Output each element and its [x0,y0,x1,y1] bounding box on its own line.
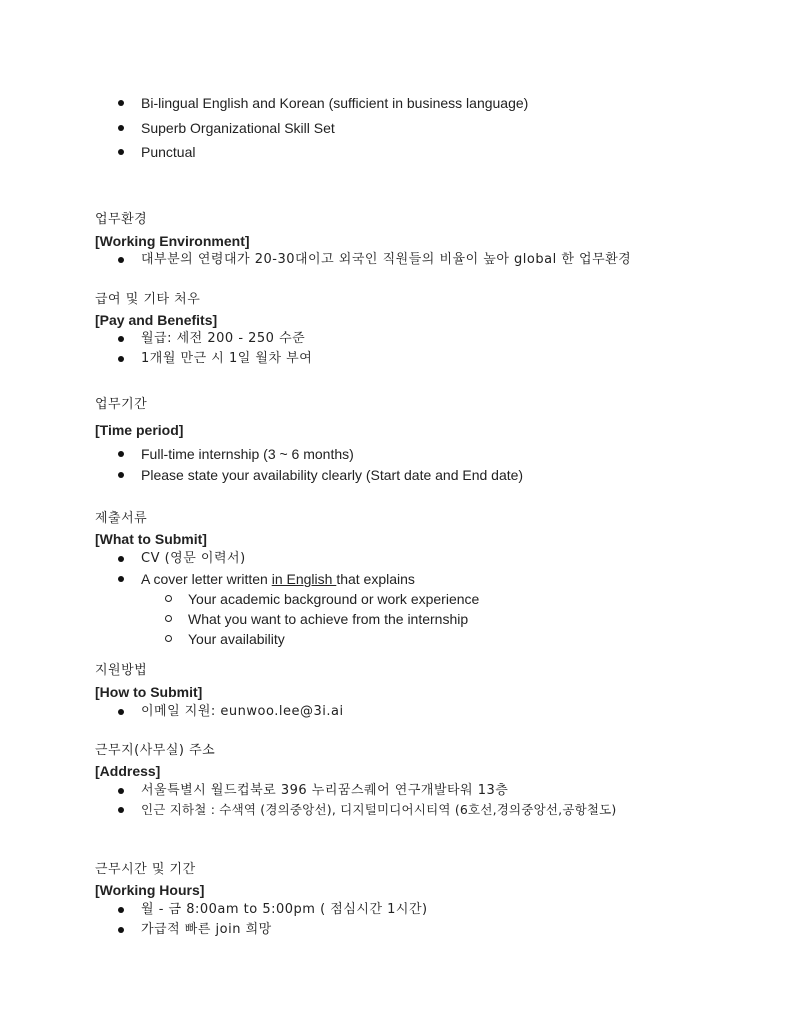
list-item: 대부분의 연령대가 20-30대이고 외국인 직원들의 비율이 높아 global 한 업무환경 [141,252,632,267]
list-item: CV (영문 이력서) [141,551,246,566]
section-korean-title: 근무시간 및 기간 [95,862,196,877]
section-korean-title: 업무기간 [95,397,148,412]
sub-list-item: What you want to achieve from the internship [188,611,469,627]
sub-list-item: Your academic background or work experience [188,591,480,607]
sub-list-item: Your availability [188,631,285,647]
section-heading: [Address] [95,763,161,779]
section-korean-title: 제출서류 [95,511,148,526]
bullet [118,149,124,155]
list-item: Please state your availability clearly (Start date and End date) [141,467,524,483]
bullet [118,356,124,362]
section-heading: [What to Submit] [95,531,207,547]
section-korean-title: 급여 및 기타 처우 [95,292,201,307]
list-item: 인근 지하철 : 수색역 (경의중앙선), 디지털미디어시티역 (6호선,경의중앙선,공항철도) [141,802,617,817]
list-item [141,570,415,588]
cover-letter-text: A cover letter written [141,571,272,587]
bullet [118,451,124,457]
list-item: Full-time internship (3 ~ 6 months) [141,446,354,462]
section-korean-title: 지원방법 [95,663,148,678]
list-item: 월급: 세전 200 - 250 수준 [141,331,306,346]
list-item: 서울특별시 월드컵북로 396 누리꿈스퀘어 연구개발타워 13층 [141,783,509,798]
section-heading: [Time period] [95,422,184,438]
section-korean-title: 근무지(사무실) 주소 [95,743,216,758]
list-item: 1개월 만근 시 1일 월차 부여 [141,351,313,366]
section-heading: [How to Submit] [95,684,203,700]
bullet [118,257,124,263]
bullet [118,788,124,794]
list-item: Bi-lingual English and Korean (sufficient in business language) [141,95,529,111]
list-item: 가급적 빠른 join 희망 [141,922,272,937]
list-item: Superb Organizational Skill Set [141,120,335,136]
bullet [118,472,124,478]
cover-letter-text-end: that explains [336,571,415,587]
bullet [118,807,124,813]
section-heading: [Working Hours] [95,882,205,898]
bullet [118,125,124,131]
bullet [118,100,124,106]
section-heading: [Working Environment] [95,233,250,249]
section-heading: [Pay and Benefits] [95,312,218,328]
cover-letter-underlined: in English [271,571,337,587]
list-item: Punctual [141,144,196,160]
circle-bullet [165,595,172,602]
bullet [118,927,124,933]
section-korean-title: 업무환경 [95,212,148,227]
bullet [118,907,124,913]
list-item: 월 - 금 8:00am to 5:00pm ( 점심시간 1시간) [141,902,428,917]
bullet [118,576,124,582]
bullet [118,556,124,562]
circle-bullet [165,635,172,642]
bullet [118,709,124,715]
bullet [118,336,124,342]
list-item: 이메일 지원: eunwoo.lee@3i.ai [141,704,344,719]
circle-bullet [165,615,172,622]
